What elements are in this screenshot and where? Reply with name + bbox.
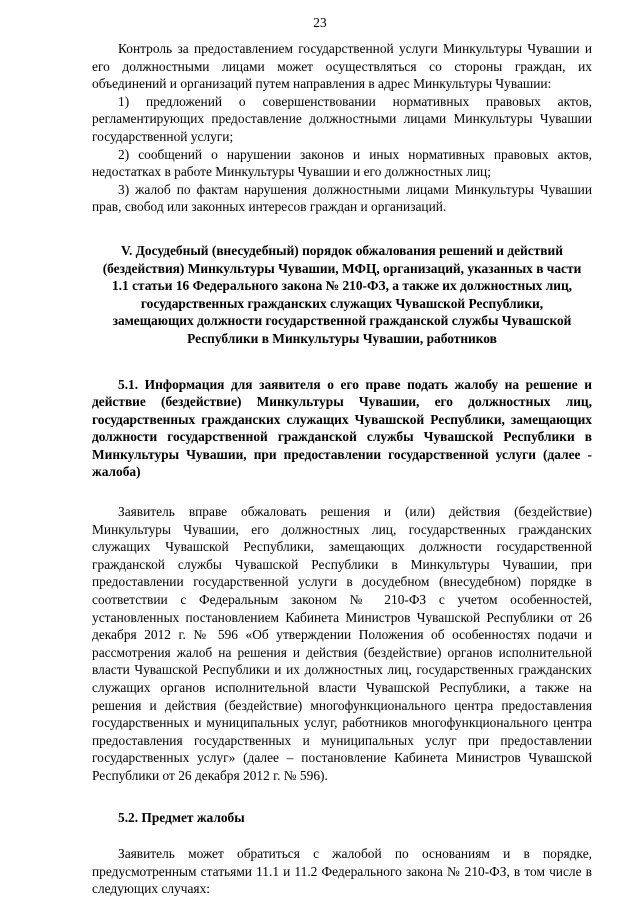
subsection-5-1-title: 5.1. Информация для заявителя о его праве подать жалобу на решение и действие (бездействие) Минкультуры Чувашии, его должностных лиц, государственных гражданских служащих Чувашской Республики, замещающих должности государственной гражданской службы Чувашской Республики в Минкультуры Чувашии, при предоставлении государственной услуги (далее - жалоба) <box>92 376 592 480</box>
list-item: 3) жалоб по фактам нарушения должностными лицами Минкультуры Чувашии прав, свобод или законных интересов граждан и организаций. <box>92 181 592 215</box>
page-content <box>92 40 592 898</box>
page-number: 23 <box>313 15 327 30</box>
subsection-5-1-text: Заявитель вправе обжаловать решения и (или) действия (бездействие) Минкультуры Чувашии, его должностных лиц, государственных гражданских служащих Чувашской Республики, замещающих должности государственной гражданской службы Чувашской Республики в Минкультуры Чувашии, при предоставлении государственной услуги в досудебном (внесудебном) порядке в соответствии с Федеральным законом № 210-ФЗ с учетом особенностей, установленных постановлением Кабинета Министров Чувашской Республики от 26 декабря 2012 г. № 596 «Об утверждении Положения об особенностях подачи и рассмотрения жалоб на решения и действия (бездействие) органов исполнительной власти Чувашской Республики и их должностных лиц, государственных гражданских служащих органов исполнительной власти Чувашской Республики, а также на решения и действия (бездействие) многофункционального центра предоставления государственных и муниципальных услуг, работников многофункционального центра предоставления государственных и муниципальных услуг при предоставлении государственных услуг» (далее – постановление Кабинета Министров Чувашской Республики от 26 декабря 2012 г. № 596). <box>92 504 592 783</box>
list-item: 2) сообщений о нарушении законов и иных нормативных правовых актов, недостатках в работе Минкультуры Чувашии и его должностных лиц; <box>92 146 592 180</box>
subsection-5-2-title: 5.2. Предмет жалобы <box>118 809 245 825</box>
subsection-5-2-text: Заявитель может обратиться с жалобой по основаниям и в порядке, предусмотренным статьями 11.1 и 11.2 Федерального закона № 210-ФЗ, в том числе в следующих случаях: <box>92 846 592 897</box>
intro-paragraph: Контроль за предоставлением государственной услуги Минкультуры Чувашии и его должностными лицами может осуществляться со стороны граждан, их объединений и организаций путем направления в адрес Минкультуры Чувашии: <box>92 41 592 92</box>
section-title: V. Досудебный (внесудебный) порядок обжалования решений и действий (бездействия) Минкультуры Чувашии, МФЦ, организаций, указанных в части 1.1 статьи 16 Федерального закона № 210-ФЗ, а также их должностных лиц, государственных гражданских служащих Чувашской Республики, замещающих должности государственной гражданской службы Чувашской Республики в Минкультуры Чувашии, работников <box>102 242 582 346</box>
list-item: 1) предложений о совершенствовании нормативных правовых актов, регламентирующих предоставление должностными лицами Минкультуры Чувашии государственной услуги; <box>92 93 592 144</box>
